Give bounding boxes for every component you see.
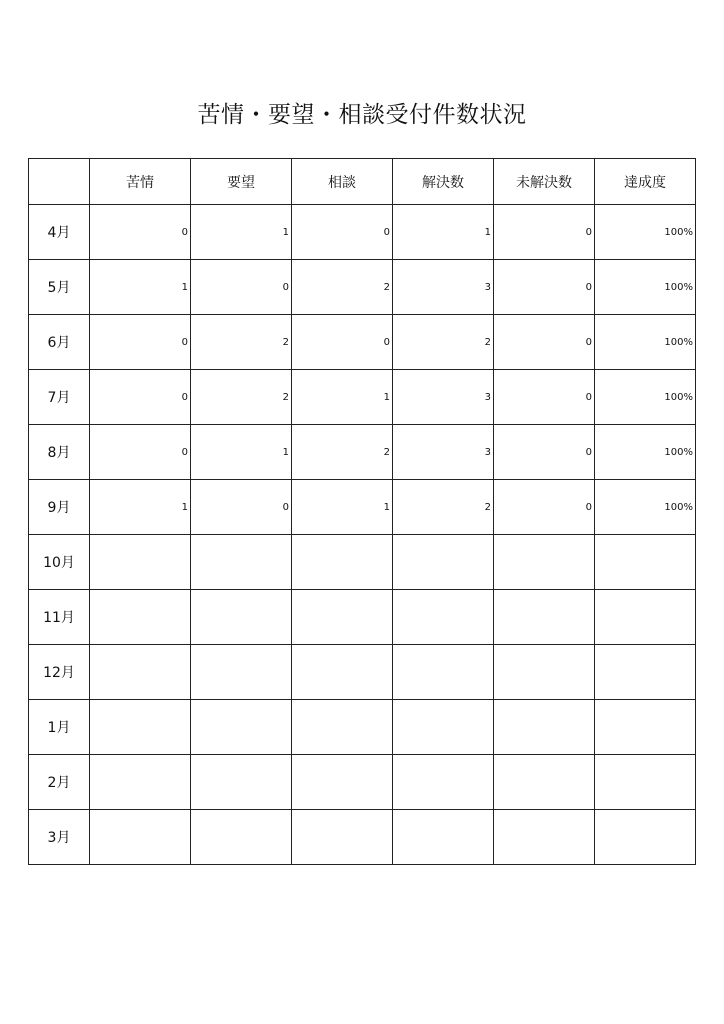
table-header-row — [29, 159, 696, 205]
month-label: 1月 — [29, 700, 90, 755]
resolved-cell: 2 — [393, 315, 494, 370]
complaints-cell — [90, 590, 191, 645]
consultations-cell: 1 — [292, 370, 393, 425]
consultations-cell — [292, 590, 393, 645]
consultations-cell — [292, 700, 393, 755]
consultations-cell: 0 — [292, 315, 393, 370]
resolved-cell: 3 — [393, 425, 494, 480]
achievement-rate-cell — [595, 755, 696, 810]
unresolved-cell — [494, 700, 595, 755]
requests-cell: 2 — [191, 370, 292, 425]
unresolved-cell: 0 — [494, 480, 595, 535]
achievement-rate-cell: 100% — [595, 205, 696, 260]
table-row — [29, 645, 696, 700]
achievement-rate-cell — [595, 700, 696, 755]
table-body — [29, 205, 696, 865]
requests-cell — [191, 645, 292, 700]
consultations-cell: 2 — [292, 260, 393, 315]
resolved-cell — [393, 535, 494, 590]
resolved-cell: 3 — [393, 260, 494, 315]
unresolved-cell — [494, 755, 595, 810]
table-row — [29, 425, 696, 480]
achievement-rate-cell — [595, 590, 696, 645]
resolved-cell: 2 — [393, 480, 494, 535]
requests-cell: 0 — [191, 260, 292, 315]
achievement-rate-cell — [595, 535, 696, 590]
unresolved-cell: 0 — [494, 370, 595, 425]
requests-cell: 1 — [191, 205, 292, 260]
requests-cell — [191, 535, 292, 590]
table-row — [29, 590, 696, 645]
achievement-rate-cell: 100% — [595, 480, 696, 535]
column-header-unresolved: 未解決数 — [494, 159, 595, 205]
month-label: 9月 — [29, 480, 90, 535]
requests-cell — [191, 590, 292, 645]
resolved-cell — [393, 755, 494, 810]
requests-cell — [191, 755, 292, 810]
consultations-cell — [292, 810, 393, 865]
table-row — [29, 535, 696, 590]
achievement-rate-cell: 100% — [595, 315, 696, 370]
unresolved-cell — [494, 535, 595, 590]
complaints-status-table — [28, 158, 696, 865]
month-label: 11月 — [29, 590, 90, 645]
table-row — [29, 480, 696, 535]
requests-cell — [191, 810, 292, 865]
month-label: 4月 — [29, 205, 90, 260]
requests-cell: 0 — [191, 480, 292, 535]
month-label: 8月 — [29, 425, 90, 480]
consultations-cell — [292, 645, 393, 700]
corner-cell — [29, 159, 90, 205]
table-row — [29, 810, 696, 865]
column-header-complaints: 苦情 — [90, 159, 191, 205]
consultations-cell: 2 — [292, 425, 393, 480]
consultations-cell: 1 — [292, 480, 393, 535]
complaints-cell: 1 — [90, 480, 191, 535]
unresolved-cell — [494, 645, 595, 700]
resolved-cell — [393, 590, 494, 645]
page-title: 苦情・要望・相談受付件数状況 — [197, 102, 527, 128]
resolved-cell — [393, 700, 494, 755]
complaints-cell: 0 — [90, 315, 191, 370]
consultations-cell: 0 — [292, 205, 393, 260]
unresolved-cell: 0 — [494, 205, 595, 260]
achievement-rate-cell — [595, 810, 696, 865]
unresolved-cell: 0 — [494, 315, 595, 370]
table-row — [29, 260, 696, 315]
consultations-cell — [292, 535, 393, 590]
resolved-cell: 3 — [393, 370, 494, 425]
table-row — [29, 315, 696, 370]
column-header-consultations: 相談 — [292, 159, 393, 205]
unresolved-cell: 0 — [494, 425, 595, 480]
unresolved-cell — [494, 590, 595, 645]
month-label: 7月 — [29, 370, 90, 425]
month-label: 5月 — [29, 260, 90, 315]
month-label: 3月 — [29, 810, 90, 865]
achievement-rate-cell: 100% — [595, 370, 696, 425]
column-header-resolved: 解決数 — [393, 159, 494, 205]
achievement-rate-cell — [595, 645, 696, 700]
resolved-cell — [393, 645, 494, 700]
resolved-cell: 1 — [393, 205, 494, 260]
table-row — [29, 755, 696, 810]
month-label: 12月 — [29, 645, 90, 700]
complaints-cell — [90, 810, 191, 865]
table-row — [29, 205, 696, 260]
resolved-cell — [393, 810, 494, 865]
complaints-cell: 0 — [90, 425, 191, 480]
column-header-achievement-rate: 達成度 — [595, 159, 696, 205]
requests-cell: 2 — [191, 315, 292, 370]
achievement-rate-cell: 100% — [595, 425, 696, 480]
complaints-cell — [90, 755, 191, 810]
achievement-rate-cell: 100% — [595, 260, 696, 315]
complaints-cell — [90, 700, 191, 755]
unresolved-cell — [494, 810, 595, 865]
month-label: 6月 — [29, 315, 90, 370]
complaints-cell: 0 — [90, 205, 191, 260]
complaints-cell — [90, 535, 191, 590]
requests-cell: 1 — [191, 425, 292, 480]
complaints-cell: 1 — [90, 260, 191, 315]
table-row — [29, 700, 696, 755]
month-label: 2月 — [29, 755, 90, 810]
consultations-cell — [292, 755, 393, 810]
complaints-cell — [90, 645, 191, 700]
requests-cell — [191, 700, 292, 755]
column-header-requests: 要望 — [191, 159, 292, 205]
table-row — [29, 370, 696, 425]
month-label: 10月 — [29, 535, 90, 590]
unresolved-cell: 0 — [494, 260, 595, 315]
complaints-cell: 0 — [90, 370, 191, 425]
